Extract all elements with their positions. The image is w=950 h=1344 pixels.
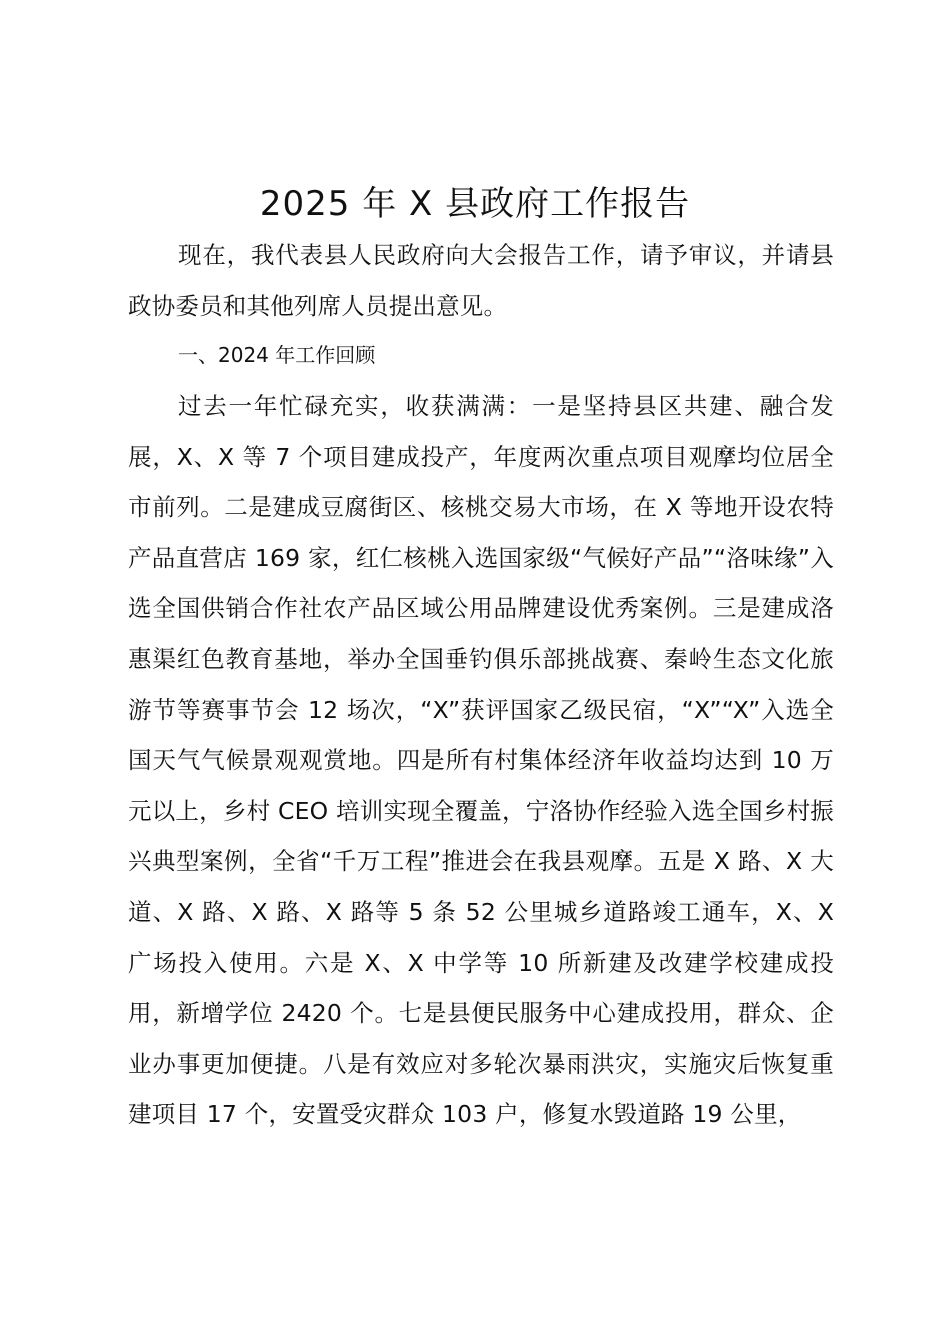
review-paragraph: 过去一年忙碌充实，收获满满：一是坚持县区共建、融合发展，X、X 等 7 个项目建成投产，年度两次重点项目观摩均位居全市前列。二是建成豆腐街区、核桃交易大市场，在 X 等地开设农特产品直营店 169 家，红仁核桃入选国家级“气候好产品”“洛味缘”入选全国供销合作社农产品区域公用品牌建设优秀案例。三是建成洛惠渠红色教育基地，举办全国垂钓俱乐部挑战赛、秦岭生态文化旅游节等赛事节会 12 场次，“X”获评国家乙级民宿，“X”“X”入选全国天气气候景观观赏地。四是所有村集体经济年收益均达到 10 万元以上，乡村 CEO 培训实现全覆盖，宁洛协作经验入选全国乡村振兴典型案例，全省“千万工程”推进会在我县观摩。五是 X 路、X 大道、X 路、X 路、X 路等 5 条 52 公里城乡道路竣工通车，X、X 广场投入使用。六是 X、X 中学等 10 所新建及改建学校建成投用，新增学位 2420 个。七是县便民服务中心建成投用，群众、企业办事更加便捷。八是有效应对多轮次暴雨洪灾，实施灾后恢复重建项目 17 个，安置受灾群众 103 户，修复水毁道路 19 公里， (128, 392, 834, 1129)
document-title: 2025 年 X 县政府工作报告 (259, 184, 691, 224)
section-heading: 一、2024 年工作回顾 (178, 343, 376, 367)
intro-paragraph: 现在，我代表县人民政府向大会报告工作，请予审议，并请县政协委员和其他列席人员提出意见。 (128, 241, 834, 320)
